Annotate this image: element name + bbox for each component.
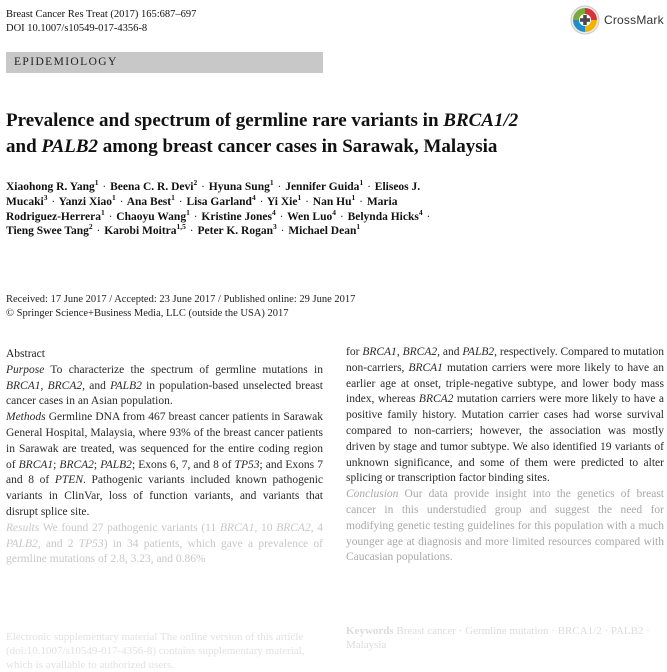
author-name: Lisa Garland	[186, 195, 252, 208]
author-affiliation: 4	[418, 207, 423, 217]
author-name: Karobi Moitra	[104, 225, 177, 238]
section-label: EPIDEMIOLOGY	[6, 52, 323, 73]
abstract-methods: Methods Germline DNA from 467 breast cancer patients in Sarawak General Hospital, Malaysia, where 93% of the breast cancer patients in Sarawak are treated, was sequenced for the entire coding region of BRCA1; BRCA2; PALB2; Exons 6, 7, and 8 of TP53; and Exons 7 and 8 of PTEN. Pathogenic variants included known pathogenic variants in ClinVar, loss of function variants, and variants that disrupt splice site.	[6, 411, 324, 518]
article-dates	[6, 293, 355, 321]
keywords: Keywords Breast cancer · Germline mutation · BRCA1/2 · PALB2 · Malaysia	[346, 625, 650, 651]
crossmark-label: CrossMark	[604, 13, 664, 27]
author-affiliation: 4	[272, 207, 276, 217]
author-separator: ·	[367, 181, 371, 193]
supplementary-note: Electronic supplementary material The online version of this article (doi:10.1007/s10549-017-4356-8) contains supplementary material, which is available to authorized users.	[6, 631, 305, 671]
author-list	[6, 180, 446, 239]
author-separator: ·	[277, 181, 282, 193]
author-separator: ·	[119, 195, 124, 208]
author-affiliation: 1	[351, 192, 356, 202]
author-separator: ·	[279, 210, 284, 223]
author-affiliation: 3	[272, 222, 277, 232]
author-affiliation: 1	[269, 178, 274, 188]
author-affiliation: 1	[186, 207, 190, 217]
article-title: Prevalence and spectrum of germline rare variants in BRCA1/2 and PALB2 among breast cancer cases in Sarawak, Malaysia	[6, 110, 519, 157]
author-separator: ·	[193, 210, 198, 223]
author-name: Nan Hu	[312, 195, 352, 208]
author-separator: ·	[259, 195, 264, 208]
author-name: Yanzi Xiao	[58, 195, 112, 208]
author-separator: ·	[280, 225, 285, 238]
author-separator: ·	[339, 210, 344, 223]
author-separator: ·	[426, 210, 431, 223]
journal-citation	[6, 8, 196, 36]
history-dates: Received: 17 June 2017 / Accepted: 23 June 2017 / Published online: 29 June 2017	[6, 294, 356, 305]
author-name: Ana Best	[126, 195, 172, 208]
author-separator: ·	[108, 210, 113, 223]
author-affiliation: 1	[359, 178, 364, 188]
author-name: Eliseos J. Mucaki	[6, 181, 421, 208]
author-separator: ·	[178, 195, 183, 208]
crossmark-icon	[570, 5, 600, 35]
author-affiliation: 4	[251, 192, 256, 202]
abstract-heading: Abstract	[6, 348, 45, 360]
author-name: Xiaohong R. Yang	[6, 181, 95, 193]
abstract-right-column	[346, 345, 664, 566]
author-separator: ·	[96, 225, 101, 238]
journal-line: Breast Cancer Res Treat (2017) 165:687–697	[6, 9, 197, 20]
abstract-left-column	[6, 347, 323, 568]
author-separator: ·	[189, 225, 194, 238]
author-separator: ·	[201, 181, 205, 193]
author-affiliation: 1	[171, 192, 175, 202]
author-separator: ·	[51, 195, 56, 208]
author-affiliation: 1	[94, 178, 99, 188]
abstract-purpose: Purpose To characterize the spectrum of germline mutations in BRCA1, BRCA2, and PALB2 in population-based unselected breast cancer cases in an Asian population.	[6, 363, 323, 408]
author-name: Kristine Jones	[201, 210, 273, 223]
author-name: Tieng Swee Tang	[6, 225, 89, 238]
author-name: Michael Dean	[288, 225, 357, 238]
author-separator: ·	[305, 195, 309, 208]
author-name: Chaoyu Wang	[116, 210, 187, 223]
author-affiliation: 3	[43, 192, 48, 202]
copyright-line: © Springer Science+Business Media, LLC (outside the USA) 2017	[6, 308, 289, 319]
author-affiliation: 1	[297, 192, 302, 202]
abstract-results: Results We found 27 pathogenic variants (11 BRCA1, 10 BRCA2, 4 PALB2, and 2 TP53) in 34 patients, which gave a prevalence of germline mutations of 2.8, 3.23, and 0.86%	[6, 521, 324, 566]
author-name: Yi Xie	[266, 195, 298, 208]
author-name: Peter K. Rogan	[197, 225, 273, 238]
abstract-conclusion: Conclusion Our data provide insight into the genetics of breast cancer in this understudied group and suggest the need for modifying genetic testing guidelines for this population with a much younger age at diagnosis and more limited resources compared with Caucasian populations.	[346, 488, 664, 564]
abstract-results-continued: for BRCA1, BRCA2, and PALB2, respectively. Compared to mutation non-carriers, BRCA1 mutation carriers were more likely to have an earlier age at onset, triple-negative subtype, and lower body mass index, whereas BRCA2 mutation carriers were more likely to have a positive family history. Mutation carrier cases had worse survival compared to non-carriers; however, the association was mostly driven by stage and tumor subtype. We also identified 19 variants of unknown significance, and some of them were predicted to alter splicing or transcription factor binding sites.	[346, 346, 665, 485]
author-affiliation: 2	[88, 222, 93, 232]
crossmark-badge[interactable]	[570, 4, 664, 36]
author-name: Hyuna Sung	[208, 181, 270, 193]
author-name: Jennifer Guida	[285, 181, 360, 193]
author-name: Beena C. R. Devi	[110, 181, 194, 193]
author-name: Maria Rodriguez-Herrera	[6, 195, 398, 223]
author-separator: ·	[359, 195, 363, 208]
author-affiliation: 1	[356, 222, 361, 232]
author-affiliation: 4	[332, 207, 336, 217]
author-separator: ·	[102, 181, 107, 193]
doi-line[interactable]: DOI 10.1007/s10549-017-4356-8	[6, 23, 148, 34]
author-affiliation: 2	[193, 178, 198, 188]
author-name: Belynda Hicks	[347, 210, 419, 223]
author-affiliation: 1	[100, 207, 105, 217]
author-affiliation: 1,5	[176, 222, 186, 232]
author-affiliation: 1	[111, 192, 116, 202]
author-name: Wen Luo	[287, 210, 333, 223]
